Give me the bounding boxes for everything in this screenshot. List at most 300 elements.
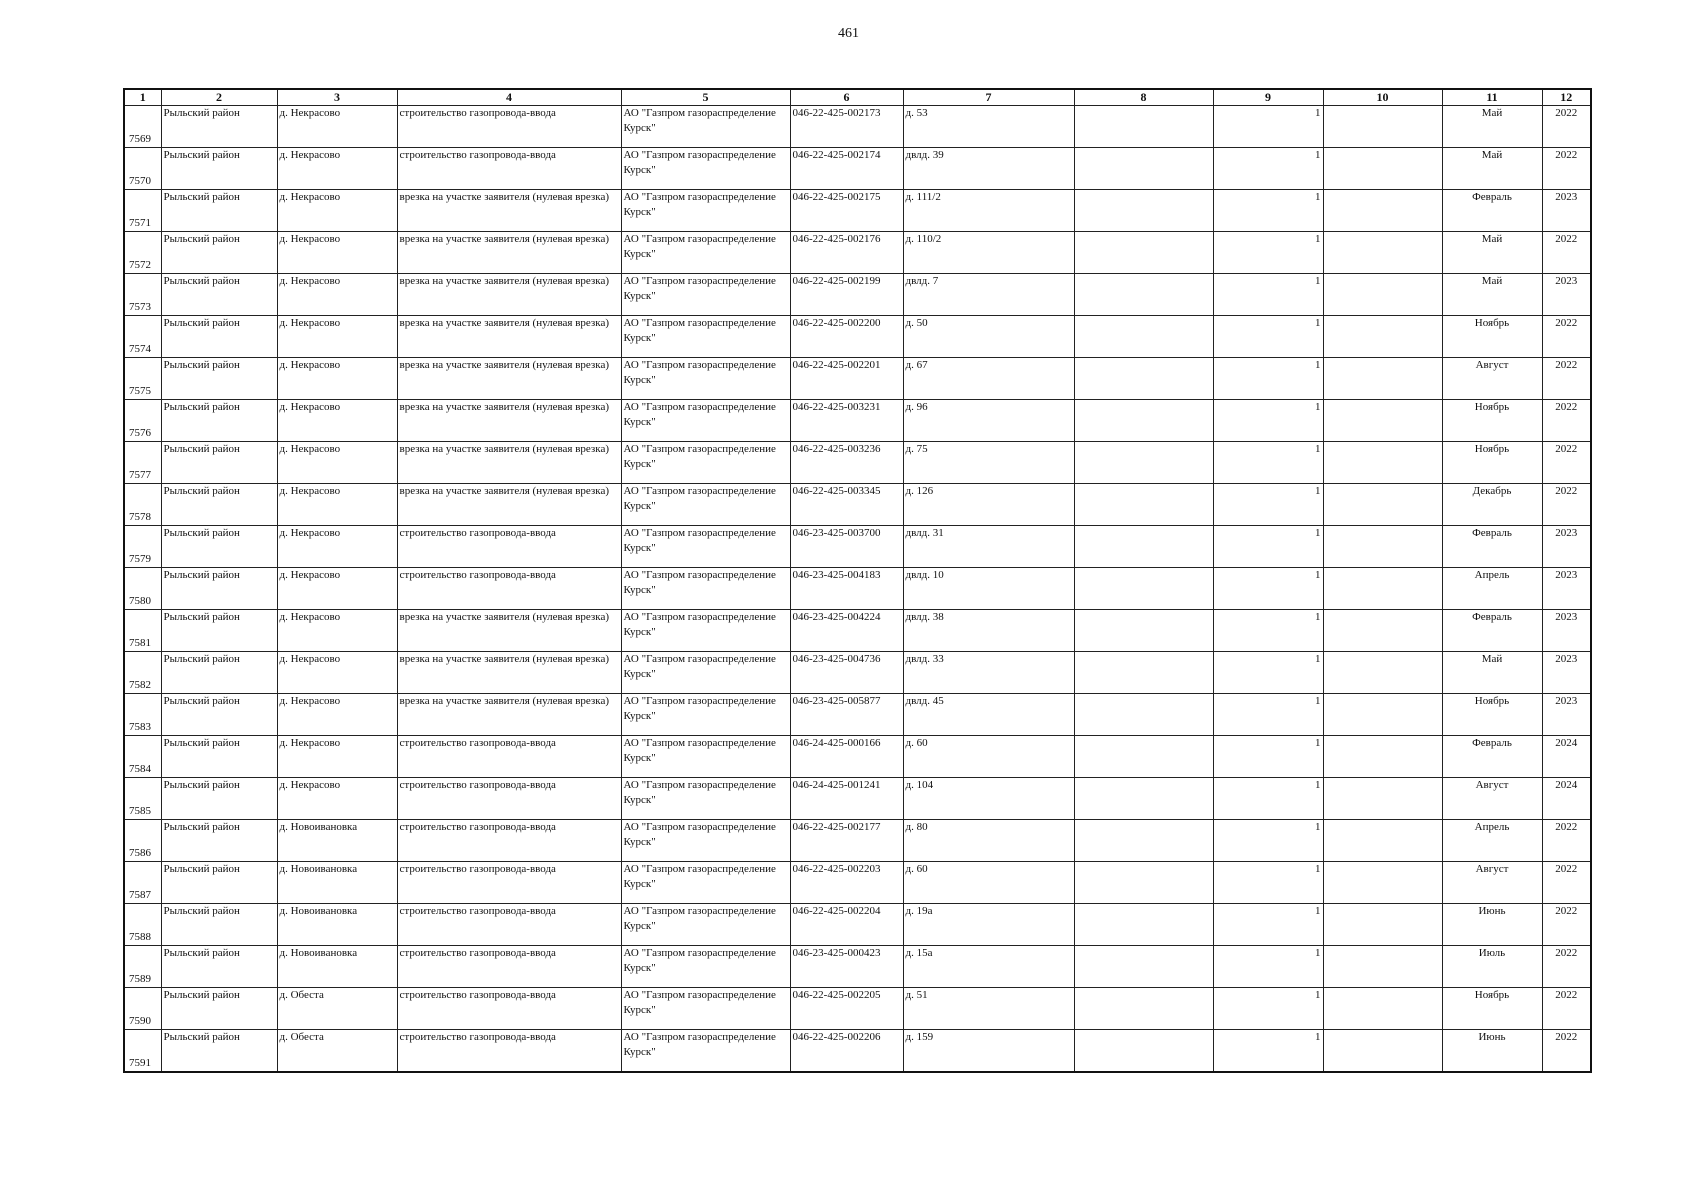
column-10-cell: [1323, 568, 1442, 610]
organization-cell: АО "Газпром газораспределение Курск": [621, 568, 790, 610]
year-cell: 2022: [1542, 904, 1591, 946]
column-8-cell: [1074, 1030, 1213, 1072]
table-row: [124, 862, 1591, 904]
organization-cell: АО "Газпром газораспределение Курск": [621, 484, 790, 526]
district-cell: Рыльский район: [161, 400, 277, 442]
work-type-cell: строительство газопровода-ввода: [397, 904, 621, 946]
address-cell: д. 60: [903, 862, 1074, 904]
quantity-cell: 1: [1213, 232, 1323, 274]
quantity-cell: 1: [1213, 946, 1323, 988]
address-cell: двлд. 31: [903, 526, 1074, 568]
row-number-cell: 7591: [124, 1030, 161, 1072]
column-header: 2: [161, 89, 277, 106]
organization-cell: АО "Газпром газораспределение Курск": [621, 148, 790, 190]
district-cell: Рыльский район: [161, 190, 277, 232]
application-code-cell: 046-23-425-000423: [790, 946, 903, 988]
column-header: 5: [621, 89, 790, 106]
month-cell: Май: [1442, 652, 1542, 694]
organization-cell: АО "Газпром газораспределение Курск": [621, 610, 790, 652]
table-row: [124, 232, 1591, 274]
row-number-cell: 7589: [124, 946, 161, 988]
settlement-cell: д. Некрасово: [277, 358, 397, 400]
table-row: [124, 820, 1591, 862]
district-cell: Рыльский район: [161, 1030, 277, 1072]
row-number-cell: 7580: [124, 568, 161, 610]
settlement-cell: д. Некрасово: [277, 526, 397, 568]
organization-cell: АО "Газпром газораспределение Курск": [621, 652, 790, 694]
address-cell: двлд. 38: [903, 610, 1074, 652]
address-cell: д. 96: [903, 400, 1074, 442]
district-cell: Рыльский район: [161, 736, 277, 778]
year-cell: 2022: [1542, 862, 1591, 904]
address-cell: двлд. 33: [903, 652, 1074, 694]
work-type-cell: врезка на участке заявителя (нулевая врезка): [397, 316, 621, 358]
row-number-cell: 7577: [124, 442, 161, 484]
organization-cell: АО "Газпром газораспределение Курск": [621, 190, 790, 232]
month-cell: Май: [1442, 106, 1542, 148]
work-type-cell: врезка на участке заявителя (нулевая врезка): [397, 190, 621, 232]
quantity-cell: 1: [1213, 610, 1323, 652]
district-cell: Рыльский район: [161, 610, 277, 652]
row-number-cell: 7582: [124, 652, 161, 694]
address-cell: д. 110/2: [903, 232, 1074, 274]
month-cell: Май: [1442, 148, 1542, 190]
application-code-cell: 046-22-425-002201: [790, 358, 903, 400]
year-cell: 2023: [1542, 568, 1591, 610]
column-header: 12: [1542, 89, 1591, 106]
work-type-cell: строительство газопровода-ввода: [397, 820, 621, 862]
work-type-cell: врезка на участке заявителя (нулевая врезка): [397, 610, 621, 652]
table-row: [124, 778, 1591, 820]
month-cell: Июль: [1442, 946, 1542, 988]
month-cell: Май: [1442, 274, 1542, 316]
month-cell: Декабрь: [1442, 484, 1542, 526]
district-cell: Рыльский район: [161, 484, 277, 526]
settlement-cell: д. Некрасово: [277, 652, 397, 694]
quantity-cell: 1: [1213, 400, 1323, 442]
district-cell: Рыльский район: [161, 862, 277, 904]
row-number-cell: 7584: [124, 736, 161, 778]
organization-cell: АО "Газпром газораспределение Курск": [621, 820, 790, 862]
column-header: 3: [277, 89, 397, 106]
quantity-cell: 1: [1213, 820, 1323, 862]
district-cell: Рыльский район: [161, 442, 277, 484]
row-number-cell: 7581: [124, 610, 161, 652]
address-cell: д. 50: [903, 316, 1074, 358]
year-cell: 2022: [1542, 946, 1591, 988]
table-row: [124, 316, 1591, 358]
district-cell: Рыльский район: [161, 358, 277, 400]
settlement-cell: д. Новоивановка: [277, 862, 397, 904]
settlement-cell: д. Некрасово: [277, 190, 397, 232]
application-code-cell: 046-22-425-002173: [790, 106, 903, 148]
work-type-cell: врезка на участке заявителя (нулевая врезка): [397, 232, 621, 274]
organization-cell: АО "Газпром газораспределение Курск": [621, 736, 790, 778]
address-cell: д. 159: [903, 1030, 1074, 1072]
row-number-cell: 7572: [124, 232, 161, 274]
district-cell: Рыльский район: [161, 778, 277, 820]
application-code-cell: 046-22-425-002205: [790, 988, 903, 1030]
column-8-cell: [1074, 736, 1213, 778]
quantity-cell: 1: [1213, 862, 1323, 904]
application-code-cell: 046-22-425-002200: [790, 316, 903, 358]
table-row: [124, 652, 1591, 694]
row-number-cell: 7583: [124, 694, 161, 736]
work-type-cell: строительство газопровода-ввода: [397, 526, 621, 568]
year-cell: 2022: [1542, 442, 1591, 484]
work-type-cell: строительство газопровода-ввода: [397, 568, 621, 610]
column-10-cell: [1323, 106, 1442, 148]
table-row: [124, 568, 1591, 610]
column-8-cell: [1074, 652, 1213, 694]
column-header: 1: [124, 89, 161, 106]
year-cell: 2022: [1542, 1030, 1591, 1072]
application-code-cell: 046-22-425-002206: [790, 1030, 903, 1072]
address-cell: д. 80: [903, 820, 1074, 862]
month-cell: Июнь: [1442, 1030, 1542, 1072]
address-cell: д. 60: [903, 736, 1074, 778]
column-8-cell: [1074, 274, 1213, 316]
table-row: [124, 358, 1591, 400]
work-type-cell: строительство газопровода-ввода: [397, 1030, 621, 1072]
quantity-cell: 1: [1213, 694, 1323, 736]
table-body: [124, 106, 1591, 1072]
address-cell: д. 15а: [903, 946, 1074, 988]
organization-cell: АО "Газпром газораспределение Курск": [621, 1030, 790, 1072]
district-cell: Рыльский район: [161, 232, 277, 274]
address-cell: д. 51: [903, 988, 1074, 1030]
month-cell: Ноябрь: [1442, 316, 1542, 358]
month-cell: Февраль: [1442, 610, 1542, 652]
row-number-cell: 7573: [124, 274, 161, 316]
month-cell: Апрель: [1442, 568, 1542, 610]
column-8-cell: [1074, 484, 1213, 526]
month-cell: Февраль: [1442, 526, 1542, 568]
column-8-cell: [1074, 610, 1213, 652]
month-cell: Май: [1442, 232, 1542, 274]
address-cell: д. 67: [903, 358, 1074, 400]
work-type-cell: врезка на участке заявителя (нулевая врезка): [397, 274, 621, 316]
column-10-cell: [1323, 652, 1442, 694]
column-10-cell: [1323, 946, 1442, 988]
year-cell: 2023: [1542, 652, 1591, 694]
column-10-cell: [1323, 1030, 1442, 1072]
year-cell: 2023: [1542, 274, 1591, 316]
application-code-cell: 046-22-425-002203: [790, 862, 903, 904]
quantity-cell: 1: [1213, 1030, 1323, 1072]
address-cell: д. 104: [903, 778, 1074, 820]
year-cell: 2023: [1542, 190, 1591, 232]
address-cell: двлд. 39: [903, 148, 1074, 190]
column-header: 10: [1323, 89, 1442, 106]
table-row: [124, 274, 1591, 316]
year-cell: 2022: [1542, 400, 1591, 442]
district-cell: Рыльский район: [161, 274, 277, 316]
settlement-cell: д. Некрасово: [277, 694, 397, 736]
work-type-cell: строительство газопровода-ввода: [397, 862, 621, 904]
row-number-cell: 7575: [124, 358, 161, 400]
table-row: [124, 988, 1591, 1030]
year-cell: 2022: [1542, 106, 1591, 148]
table-row: [124, 400, 1591, 442]
table-row: [124, 526, 1591, 568]
address-cell: д. 53: [903, 106, 1074, 148]
column-8-cell: [1074, 820, 1213, 862]
settlement-cell: д. Некрасово: [277, 778, 397, 820]
application-code-cell: 046-23-425-004736: [790, 652, 903, 694]
column-10-cell: [1323, 232, 1442, 274]
organization-cell: АО "Газпром газораспределение Курск": [621, 904, 790, 946]
month-cell: Февраль: [1442, 736, 1542, 778]
column-8-cell: [1074, 778, 1213, 820]
work-type-cell: строительство газопровода-ввода: [397, 988, 621, 1030]
year-cell: 2023: [1542, 526, 1591, 568]
column-10-cell: [1323, 190, 1442, 232]
work-type-cell: врезка на участке заявителя (нулевая врезка): [397, 484, 621, 526]
organization-cell: АО "Газпром газораспределение Курск": [621, 946, 790, 988]
month-cell: Февраль: [1442, 190, 1542, 232]
district-cell: Рыльский район: [161, 652, 277, 694]
column-8-cell: [1074, 400, 1213, 442]
column-10-cell: [1323, 358, 1442, 400]
quantity-cell: 1: [1213, 358, 1323, 400]
year-cell: 2022: [1542, 316, 1591, 358]
column-8-cell: [1074, 232, 1213, 274]
month-cell: Август: [1442, 778, 1542, 820]
column-8-cell: [1074, 988, 1213, 1030]
column-10-cell: [1323, 904, 1442, 946]
application-code-cell: 046-22-425-002174: [790, 148, 903, 190]
application-code-cell: 046-22-425-002204: [790, 904, 903, 946]
row-number-cell: 7588: [124, 904, 161, 946]
column-8-cell: [1074, 148, 1213, 190]
settlement-cell: д. Новоивановка: [277, 904, 397, 946]
district-cell: Рыльский район: [161, 526, 277, 568]
organization-cell: АО "Газпром газораспределение Курск": [621, 358, 790, 400]
quantity-cell: 1: [1213, 904, 1323, 946]
address-cell: д. 19а: [903, 904, 1074, 946]
settlement-cell: д. Некрасово: [277, 442, 397, 484]
application-code-cell: 046-22-425-002175: [790, 190, 903, 232]
table-row: [124, 1030, 1591, 1072]
settlement-cell: д. Некрасово: [277, 274, 397, 316]
column-8-cell: [1074, 106, 1213, 148]
header-row: [124, 89, 1591, 106]
district-cell: Рыльский район: [161, 820, 277, 862]
column-8-cell: [1074, 862, 1213, 904]
table-row: [124, 946, 1591, 988]
column-header: 7: [903, 89, 1074, 106]
year-cell: 2023: [1542, 610, 1591, 652]
application-code-cell: 046-22-425-003345: [790, 484, 903, 526]
column-8-cell: [1074, 526, 1213, 568]
work-type-cell: врезка на участке заявителя (нулевая врезка): [397, 652, 621, 694]
column-10-cell: [1323, 316, 1442, 358]
year-cell: 2022: [1542, 232, 1591, 274]
work-type-cell: врезка на участке заявителя (нулевая врезка): [397, 694, 621, 736]
settlement-cell: д. Некрасово: [277, 148, 397, 190]
settlement-cell: д. Обеста: [277, 1030, 397, 1072]
application-code-cell: 046-23-425-004183: [790, 568, 903, 610]
row-number-cell: 7578: [124, 484, 161, 526]
column-8-cell: [1074, 190, 1213, 232]
work-type-cell: строительство газопровода-ввода: [397, 736, 621, 778]
application-code-cell: 046-22-425-003231: [790, 400, 903, 442]
quantity-cell: 1: [1213, 778, 1323, 820]
organization-cell: АО "Газпром газораспределение Курск": [621, 400, 790, 442]
column-10-cell: [1323, 526, 1442, 568]
settlement-cell: д. Некрасово: [277, 736, 397, 778]
application-code-cell: 046-24-425-001241: [790, 778, 903, 820]
district-cell: Рыльский район: [161, 946, 277, 988]
column-8-cell: [1074, 568, 1213, 610]
month-cell: Ноябрь: [1442, 442, 1542, 484]
column-8-cell: [1074, 694, 1213, 736]
table-row: [124, 610, 1591, 652]
organization-cell: АО "Газпром газораспределение Курск": [621, 274, 790, 316]
address-cell: двлд. 45: [903, 694, 1074, 736]
column-8-cell: [1074, 316, 1213, 358]
work-type-cell: строительство газопровода-ввода: [397, 946, 621, 988]
year-cell: 2024: [1542, 778, 1591, 820]
quantity-cell: 1: [1213, 316, 1323, 358]
application-code-cell: 046-22-425-002176: [790, 232, 903, 274]
table-row: [124, 904, 1591, 946]
year-cell: 2024: [1542, 736, 1591, 778]
district-cell: Рыльский район: [161, 316, 277, 358]
application-code-cell: 046-23-425-003700: [790, 526, 903, 568]
column-10-cell: [1323, 862, 1442, 904]
organization-cell: АО "Газпром газораспределение Курск": [621, 778, 790, 820]
column-8-cell: [1074, 904, 1213, 946]
organization-cell: АО "Газпром газораспределение Курск": [621, 106, 790, 148]
address-cell: д. 111/2: [903, 190, 1074, 232]
row-number-cell: 7571: [124, 190, 161, 232]
quantity-cell: 1: [1213, 442, 1323, 484]
register-table: [123, 88, 1592, 1073]
work-type-cell: врезка на участке заявителя (нулевая врезка): [397, 358, 621, 400]
settlement-cell: д. Некрасово: [277, 400, 397, 442]
column-10-cell: [1323, 148, 1442, 190]
row-number-cell: 7569: [124, 106, 161, 148]
settlement-cell: д. Некрасово: [277, 232, 397, 274]
settlement-cell: д. Некрасово: [277, 568, 397, 610]
settlement-cell: д. Некрасово: [277, 106, 397, 148]
month-cell: Ноябрь: [1442, 400, 1542, 442]
application-code-cell: 046-22-425-002199: [790, 274, 903, 316]
column-10-cell: [1323, 484, 1442, 526]
settlement-cell: д. Некрасово: [277, 610, 397, 652]
row-number-cell: 7574: [124, 316, 161, 358]
table-row: [124, 148, 1591, 190]
quantity-cell: 1: [1213, 568, 1323, 610]
column-header: 9: [1213, 89, 1323, 106]
quantity-cell: 1: [1213, 274, 1323, 316]
row-number-cell: 7586: [124, 820, 161, 862]
quantity-cell: 1: [1213, 190, 1323, 232]
district-cell: Рыльский район: [161, 904, 277, 946]
table-row: [124, 190, 1591, 232]
year-cell: 2023: [1542, 694, 1591, 736]
address-cell: двлд. 10: [903, 568, 1074, 610]
table-row: [124, 694, 1591, 736]
column-10-cell: [1323, 778, 1442, 820]
application-code-cell: 046-22-425-002177: [790, 820, 903, 862]
organization-cell: АО "Газпром газораспределение Курск": [621, 526, 790, 568]
settlement-cell: д. Обеста: [277, 988, 397, 1030]
table-row: [124, 106, 1591, 148]
column-10-cell: [1323, 274, 1442, 316]
settlement-cell: д. Некрасово: [277, 316, 397, 358]
row-number-cell: 7579: [124, 526, 161, 568]
column-10-cell: [1323, 988, 1442, 1030]
row-number-cell: 7576: [124, 400, 161, 442]
column-10-cell: [1323, 736, 1442, 778]
district-cell: Рыльский район: [161, 694, 277, 736]
quantity-cell: 1: [1213, 652, 1323, 694]
row-number-cell: 7590: [124, 988, 161, 1030]
month-cell: Август: [1442, 358, 1542, 400]
district-cell: Рыльский район: [161, 148, 277, 190]
work-type-cell: строительство газопровода-ввода: [397, 148, 621, 190]
column-8-cell: [1074, 442, 1213, 484]
district-cell: Рыльский район: [161, 568, 277, 610]
year-cell: 2022: [1542, 820, 1591, 862]
year-cell: 2022: [1542, 988, 1591, 1030]
settlement-cell: д. Новоивановка: [277, 820, 397, 862]
column-header: 11: [1442, 89, 1542, 106]
application-code-cell: 046-22-425-003236: [790, 442, 903, 484]
row-number-cell: 7587: [124, 862, 161, 904]
column-10-cell: [1323, 694, 1442, 736]
organization-cell: АО "Газпром газораспределение Курск": [621, 694, 790, 736]
quantity-cell: 1: [1213, 106, 1323, 148]
settlement-cell: д. Некрасово: [277, 484, 397, 526]
month-cell: Апрель: [1442, 820, 1542, 862]
column-10-cell: [1323, 400, 1442, 442]
month-cell: Ноябрь: [1442, 988, 1542, 1030]
column-header: 6: [790, 89, 903, 106]
district-cell: Рыльский район: [161, 106, 277, 148]
column-10-cell: [1323, 610, 1442, 652]
quantity-cell: 1: [1213, 526, 1323, 568]
address-cell: двлд. 7: [903, 274, 1074, 316]
page-number: 461: [838, 26, 859, 41]
quantity-cell: 1: [1213, 484, 1323, 526]
work-type-cell: строительство газопровода-ввода: [397, 106, 621, 148]
settlement-cell: д. Новоивановка: [277, 946, 397, 988]
year-cell: 2022: [1542, 484, 1591, 526]
column-10-cell: [1323, 820, 1442, 862]
column-10-cell: [1323, 442, 1442, 484]
work-type-cell: врезка на участке заявителя (нулевая врезка): [397, 400, 621, 442]
application-code-cell: 046-24-425-000166: [790, 736, 903, 778]
year-cell: 2022: [1542, 358, 1591, 400]
work-type-cell: строительство газопровода-ввода: [397, 778, 621, 820]
row-number-cell: 7570: [124, 148, 161, 190]
column-8-cell: [1074, 358, 1213, 400]
work-type-cell: врезка на участке заявителя (нулевая врезка): [397, 442, 621, 484]
table-row: [124, 484, 1591, 526]
row-number-cell: 7585: [124, 778, 161, 820]
quantity-cell: 1: [1213, 988, 1323, 1030]
organization-cell: АО "Газпром газораспределение Курск": [621, 862, 790, 904]
quantity-cell: 1: [1213, 736, 1323, 778]
month-cell: Ноябрь: [1442, 694, 1542, 736]
column-8-cell: [1074, 946, 1213, 988]
organization-cell: АО "Газпром газораспределение Курск": [621, 442, 790, 484]
table-row: [124, 736, 1591, 778]
